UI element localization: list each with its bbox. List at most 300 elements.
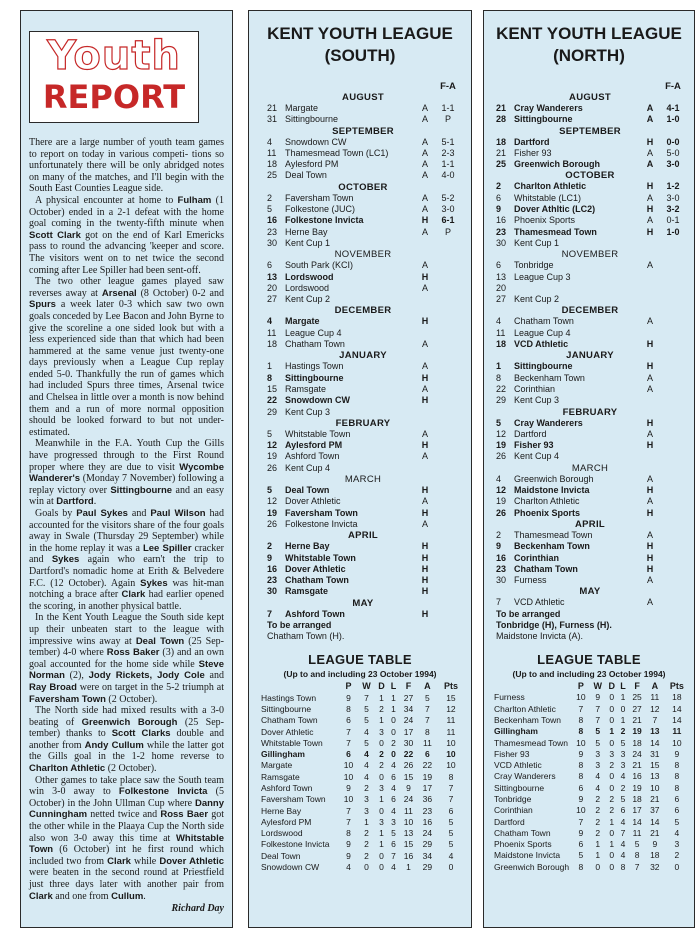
table-cell: 0 xyxy=(448,862,454,873)
fixture-result xyxy=(437,272,459,283)
table-cell: 6 xyxy=(346,715,351,726)
fixture-result: 3-0 xyxy=(441,204,455,215)
table-cell: 26 xyxy=(403,760,414,771)
fixture-venue xyxy=(638,294,662,305)
fixture-venue: H xyxy=(421,395,429,406)
fixture-result xyxy=(662,395,684,406)
table-cell: 4 xyxy=(391,760,396,771)
fixture-venue: H xyxy=(646,339,654,350)
north-table-row xyxy=(494,703,690,714)
table-cell: 27 xyxy=(403,692,414,703)
south-table-row xyxy=(261,771,465,782)
fixture-venue xyxy=(638,395,662,406)
table-team: Margate xyxy=(261,760,293,771)
fixture-result xyxy=(437,519,459,530)
table-header-cell: L xyxy=(620,681,626,692)
north-fixture-row xyxy=(496,508,684,519)
table-cell: 4 xyxy=(620,839,626,850)
table-cell: 25 xyxy=(632,692,642,703)
fixture-venue: A xyxy=(646,159,654,170)
fixture-venue: H xyxy=(421,215,429,226)
article-highlight: Andy Cullum xyxy=(84,739,144,751)
fixture-venue: A xyxy=(421,192,428,203)
table-cell: 7 xyxy=(391,850,396,861)
table-cell: 4 xyxy=(391,805,396,816)
fixture-opponent: Herne Bay xyxy=(285,541,330,552)
fixture-date: 31 xyxy=(267,114,278,125)
fixture-venue: A xyxy=(421,428,428,439)
table-cell: 2 xyxy=(379,760,384,771)
fixture-result: P xyxy=(444,226,451,237)
fixture-result xyxy=(437,586,459,597)
fixture-venue: H xyxy=(646,361,654,372)
table-cell: 4 xyxy=(595,771,601,782)
fixture-opponent: Kent Cup 3 xyxy=(285,406,331,417)
table-cell: 10 xyxy=(576,805,586,816)
table-cell: 1 xyxy=(391,692,396,703)
table-cell: 7 xyxy=(346,805,351,816)
fixture-venue: A xyxy=(646,215,653,226)
south-table-title: LEAGUE TABLE xyxy=(308,651,412,667)
fixture-result xyxy=(437,553,459,564)
north-fixture-row xyxy=(496,294,684,305)
fixture-venue: A xyxy=(421,136,428,147)
table-cell: 10 xyxy=(403,816,414,827)
table-team: Dover Athletic xyxy=(261,726,314,737)
article-highlight: Steve Norman xyxy=(29,658,224,682)
north-month-heading: APRIL xyxy=(575,518,605,530)
article-paragraph: In the Kent Youth League the South side kept up their unbeaten start to the league with impressive wins away at Deal Town (25 Sep- tember) 4-0 where Ross Baker (3) and an own goal accounted for the home side while Steve Norman (2), Jody Rickets, Jody Cole and Ray Broad were on target in the 5-2 triumph at Faversham Town (2 October). xyxy=(29,612,225,705)
fixture-result xyxy=(437,429,459,440)
fixture-opponent: Sittingbourne xyxy=(514,114,573,125)
north-fixture-row xyxy=(496,148,684,159)
fixture-venue: A xyxy=(421,518,428,529)
fixture-opponent: Hastings Town xyxy=(285,361,344,372)
report-article xyxy=(29,137,224,902)
table-cell: 11 xyxy=(632,827,642,838)
fixture-result xyxy=(437,238,459,249)
south-table-row xyxy=(261,703,465,714)
table-team: Tonbridge xyxy=(494,794,532,804)
table-cell: 7 xyxy=(364,692,369,703)
article-highlight: Sittingbourne xyxy=(110,484,173,496)
fixture-result xyxy=(662,508,684,519)
fixture-result xyxy=(437,361,459,372)
south-table-row xyxy=(261,692,465,703)
table-cell: 6 xyxy=(391,771,396,782)
south-fixture-row xyxy=(267,373,459,384)
north-table-row xyxy=(494,861,690,872)
fixture-opponent: Maidstone Invicta xyxy=(514,485,590,496)
table-cell: 5 xyxy=(634,839,640,850)
fixture-date: 7 xyxy=(496,597,502,608)
south-table-row xyxy=(261,805,465,816)
fixture-date: 30 xyxy=(496,575,507,586)
fixture-date: 9 xyxy=(496,204,502,215)
north-fixture-row xyxy=(496,328,684,339)
fixture-venue: A xyxy=(646,597,653,608)
fixture-venue: A xyxy=(421,383,428,394)
fixture-result: 2-3 xyxy=(441,147,455,158)
table-cell: 3 xyxy=(620,748,626,759)
north-fixture-row xyxy=(496,260,684,271)
table-cell: 17 xyxy=(403,726,414,737)
north-fixture-row xyxy=(496,238,684,249)
table-cell: 11 xyxy=(672,726,682,737)
table-cell: 2 xyxy=(595,794,601,804)
south-fixtures xyxy=(249,81,471,642)
table-cell: 34 xyxy=(403,703,414,714)
table-cell: 7 xyxy=(346,737,351,748)
fixture-opponent: Kent Cup 3 xyxy=(514,395,560,406)
table-cell: 32 xyxy=(650,861,660,872)
fixture-result xyxy=(662,597,684,608)
south-fixture-row xyxy=(267,272,459,283)
fixture-result xyxy=(662,373,684,384)
table-cell: 9 xyxy=(595,692,601,703)
table-cell: 2 xyxy=(379,749,384,760)
fixture-date: 23 xyxy=(496,226,507,237)
article-highlight: Wycombe Wanderer's xyxy=(29,461,224,485)
table-team: Chatham Town xyxy=(261,715,318,726)
table-cell: 6 xyxy=(346,749,351,760)
fixture-opponent: Snowdown CW xyxy=(285,136,347,147)
fixture-opponent: Kent Cup 2 xyxy=(285,294,331,305)
north-month-heading: FEBRUARY xyxy=(562,406,618,418)
fixture-result xyxy=(437,496,459,507)
fixture-date: 25 xyxy=(496,159,507,170)
table-cell: 34 xyxy=(422,850,433,861)
fixture-date: 11 xyxy=(267,147,277,158)
south-fixture-row xyxy=(267,114,459,125)
south-fixture-row xyxy=(267,496,459,507)
table-cell: 0 xyxy=(674,861,680,872)
south-title-line2: (SOUTH) xyxy=(324,46,396,65)
fixture-opponent: Lordswood xyxy=(285,282,330,293)
fixture-opponent: Snowdown CW xyxy=(285,395,350,406)
fixture-result xyxy=(437,316,459,327)
fixture-opponent xyxy=(514,283,638,294)
table-cell: 18 xyxy=(632,794,642,804)
north-tba-away: Maidstone Invicta (A). xyxy=(496,630,584,641)
table-cell: 9 xyxy=(346,839,351,850)
table-cell: 2 xyxy=(391,737,396,748)
table-cell: 7 xyxy=(578,703,584,714)
north-table-row xyxy=(494,782,690,793)
table-cell: 1 xyxy=(595,839,601,850)
fixture-result xyxy=(437,373,459,384)
article-paragraph: The North side had mixed results with a 3-0 beating of Greenwich Borough (25 Sep- tember) thanks to Scott Clarks double and another from Andy Cullum while the latter got the Gills goal in the 1-2 home reverse to Charlton Athletic (2 October). xyxy=(29,705,225,775)
fixture-date: 21 xyxy=(496,103,507,113)
table-cell: 0 xyxy=(364,862,369,873)
north-fixture-row xyxy=(496,114,684,125)
fixture-result xyxy=(662,553,684,564)
fixture-venue: A xyxy=(646,103,654,113)
north-fixture-row xyxy=(496,575,684,586)
south-fixture-row xyxy=(267,103,459,114)
table-cell: 1 xyxy=(406,862,411,873)
table-cell: 19 xyxy=(422,771,433,782)
fixture-date: 20 xyxy=(496,282,507,293)
article-highlight: Ray Broad xyxy=(29,681,77,693)
table-cell: 3 xyxy=(379,783,384,793)
table-cell: 7 xyxy=(448,794,454,805)
fixture-result xyxy=(662,339,684,350)
table-cell: 14 xyxy=(650,737,660,748)
north-fixture-list xyxy=(496,92,684,609)
table-cell: 11 xyxy=(423,737,432,748)
article-highlight: Scott Clark xyxy=(29,229,81,241)
fixture-opponent: Corinthian xyxy=(514,552,559,563)
north-table-row xyxy=(494,850,690,861)
table-cell: 5 xyxy=(425,692,430,703)
table-header-cell: A xyxy=(651,681,659,692)
table-team: Dartford xyxy=(494,816,525,827)
table-team: Faversham Town xyxy=(261,794,326,805)
south-fixture-row xyxy=(267,260,459,271)
table-cell: 23 xyxy=(422,805,433,816)
fixture-result xyxy=(662,429,684,440)
table-cell: 7 xyxy=(578,816,584,827)
table-cell: 5 xyxy=(674,816,680,827)
masthead-youth: Youth xyxy=(47,33,181,79)
fixture-date: 23 xyxy=(267,575,278,586)
fixture-date: 26 xyxy=(267,462,278,473)
fixture-venue: A xyxy=(421,103,428,113)
table-cell: 7 xyxy=(448,783,454,793)
fixture-venue: A xyxy=(646,114,654,125)
fixture-venue: H xyxy=(646,563,654,574)
table-cell: 2 xyxy=(674,850,680,861)
table-cell: 0 xyxy=(609,782,615,793)
table-cell: 10 xyxy=(446,760,456,771)
table-cell: 0 xyxy=(609,692,615,703)
north-month-heading: MAY xyxy=(579,586,601,598)
fixture-opponent: Ramsgate xyxy=(285,383,327,394)
table-header-team xyxy=(261,681,339,692)
table-header-cell: F xyxy=(634,681,640,692)
table-team: Gillingham xyxy=(261,749,305,760)
north-table-row xyxy=(494,714,690,725)
north-fixture-row xyxy=(496,496,684,507)
north-table-row xyxy=(494,805,690,816)
fixture-venue: A xyxy=(646,192,653,203)
table-cell: 9 xyxy=(578,827,584,838)
table-team: Beckenham Town xyxy=(494,714,561,725)
table-cell: 6 xyxy=(448,805,454,816)
south-fixture-row xyxy=(267,586,459,597)
fixture-result xyxy=(662,485,684,496)
article-highlight: Ross Baer xyxy=(160,809,209,821)
fixture-date: 13 xyxy=(496,271,507,282)
fixture-opponent: Chatham Town xyxy=(514,563,578,574)
table-cell: 1 xyxy=(620,692,626,703)
table-cell: 5 xyxy=(595,737,601,748)
north-fixture-row xyxy=(496,541,684,552)
fixture-date: 12 xyxy=(267,496,278,507)
table-team: Lordswood xyxy=(261,828,303,839)
south-table-row xyxy=(261,839,465,850)
fixture-result xyxy=(437,485,459,496)
table-team: Phoenix Sports xyxy=(494,839,552,850)
table-header-cell: F xyxy=(405,681,412,692)
fixture-opponent: Charlton Athletic xyxy=(514,496,580,507)
table-header-cell: A xyxy=(424,681,431,692)
fixture-date: 16 xyxy=(496,552,507,563)
fixture-result xyxy=(437,328,459,339)
north-fixture-row xyxy=(496,564,684,575)
fixture-venue: H xyxy=(421,271,429,282)
fixture-opponent: Phoenix Sports xyxy=(514,215,576,226)
north-fixture-row xyxy=(496,283,684,294)
fixture-result: 6-1 xyxy=(441,215,455,226)
south-fixture-row xyxy=(267,215,459,226)
fixture-opponent: Aylesford PM xyxy=(285,159,339,170)
fixture-date: 2 xyxy=(267,541,273,552)
fixture-opponent: Herne Bay xyxy=(285,226,328,237)
south-fixture-row xyxy=(267,193,459,204)
fixture-venue: A xyxy=(421,159,428,170)
table-cell: 14 xyxy=(650,816,660,827)
fixture-date: 2 xyxy=(496,181,502,192)
south-fixture-row xyxy=(267,339,459,350)
fixture-result xyxy=(437,294,459,305)
table-cell: 4 xyxy=(620,771,626,782)
table-cell: 8 xyxy=(620,861,626,872)
fixture-result xyxy=(662,451,684,462)
table-cell: 30 xyxy=(403,737,414,748)
north-fixture-row xyxy=(496,204,684,215)
table-cell: 2 xyxy=(595,805,601,816)
table-cell: 6 xyxy=(425,749,430,760)
table-cell: 8 xyxy=(346,703,351,714)
table-cell: 4 xyxy=(364,760,369,771)
table-cell: 1 xyxy=(379,692,384,703)
fixture-date: 20 xyxy=(267,282,278,293)
south-month-heading: APRIL xyxy=(348,530,378,542)
article-highlight: Danny Cunningham xyxy=(29,797,224,821)
table-cell: 10 xyxy=(672,737,682,748)
table-cell: 21 xyxy=(632,714,642,725)
south-league-table xyxy=(261,681,465,873)
fixture-opponent: Kent Cup 1 xyxy=(514,237,560,248)
fixture-venue: H xyxy=(646,440,654,451)
fixture-venue: H xyxy=(646,417,654,428)
south-table-row xyxy=(261,816,465,827)
fixture-result: 3-0 xyxy=(666,159,680,170)
fixture-opponent: Greenwich Borough xyxy=(514,473,594,484)
north-table-row xyxy=(494,793,690,804)
article-highlight: Whitstable Town xyxy=(29,832,224,856)
table-cell: 24 xyxy=(403,794,414,805)
table-cell: 6 xyxy=(391,794,396,805)
fixture-date: 12 xyxy=(496,428,507,439)
fixture-opponent: Corinthian xyxy=(514,383,556,394)
table-cell: 4 xyxy=(346,862,351,873)
fixture-date: 21 xyxy=(267,103,278,113)
table-cell: 14 xyxy=(672,714,682,725)
table-cell: 5 xyxy=(448,839,454,850)
table-cell: 9 xyxy=(674,748,680,759)
table-cell: 36 xyxy=(422,794,433,805)
fixture-result: 1-2 xyxy=(666,181,680,192)
fixture-result: 1-0 xyxy=(666,226,680,237)
table-cell: 1 xyxy=(379,828,384,839)
south-fixture-row xyxy=(267,429,459,440)
table-cell: 4 xyxy=(391,862,396,873)
south-fixture-row xyxy=(267,553,459,564)
table-cell: 16 xyxy=(403,850,414,861)
table-cell: 7 xyxy=(346,816,351,827)
south-fixtures-header xyxy=(267,81,459,92)
north-table-row xyxy=(494,839,690,850)
table-cell: 8 xyxy=(578,861,584,872)
fixture-opponent: Dartford xyxy=(514,428,547,439)
table-cell: 1 xyxy=(379,715,384,726)
fixture-venue: A xyxy=(421,226,428,237)
fixture-venue: A xyxy=(646,260,653,271)
table-cell: 10 xyxy=(343,760,354,771)
north-table-row xyxy=(494,759,690,770)
fixture-date: 5 xyxy=(496,417,502,428)
fixture-opponent: Furness xyxy=(514,575,547,586)
fixture-result: 0-0 xyxy=(666,136,680,147)
fixture-date: 7 xyxy=(267,608,273,619)
south-fixture-row xyxy=(267,384,459,395)
fixture-date: 16 xyxy=(496,215,507,226)
table-cell: 2 xyxy=(364,783,369,793)
fixture-opponent: Dover Athletic xyxy=(285,496,341,507)
fixture-venue: H xyxy=(421,575,429,586)
table-cell: 6 xyxy=(578,839,584,850)
fixture-venue: H xyxy=(646,136,654,147)
fixture-venue: H xyxy=(646,226,654,237)
south-table-row xyxy=(261,726,465,737)
south-table-header xyxy=(261,681,465,692)
article-paragraph: A physical encounter at home to Fulham (1 October) ended in a 2-1 defeat with the home goal coming in the twenty-fifth minute when Scott Clark got on the end of Karl Emericks pass to round the advancing 'keeper and score. The visitors went on to net twice the second coming after Lee Spiller had been sent-off. xyxy=(29,194,225,276)
fixture-date: 21 xyxy=(496,147,507,158)
north-league-panel xyxy=(483,10,695,928)
fixture-date: 2 xyxy=(496,529,502,540)
fixture-venue xyxy=(638,283,662,294)
north-table-title: LEAGUE TABLE xyxy=(537,651,641,667)
table-cell: 11 xyxy=(446,726,456,737)
table-cell: 8 xyxy=(578,760,584,771)
table-cell: 11 xyxy=(650,692,660,703)
table-cell: 2 xyxy=(364,828,369,839)
table-cell: 17 xyxy=(632,805,642,816)
table-cell: 4 xyxy=(620,850,626,861)
south-fixture-row xyxy=(267,541,459,552)
table-cell: 12 xyxy=(446,703,456,714)
table-cell: 0 xyxy=(609,703,615,714)
fixture-result xyxy=(662,294,684,305)
north-fixture-row xyxy=(496,440,684,451)
table-cell: 21 xyxy=(632,760,642,771)
table-cell: 0 xyxy=(379,771,384,782)
table-team: Corinthian xyxy=(494,805,533,816)
fixture-venue: H xyxy=(646,181,654,192)
fixture-venue: H xyxy=(646,204,654,215)
south-fixture-list xyxy=(267,92,459,620)
table-cell: 1 xyxy=(609,839,615,850)
fixture-result: 1-1 xyxy=(441,159,455,170)
table-cell: 10 xyxy=(576,692,586,703)
fixture-date: 9 xyxy=(496,541,502,552)
north-fixture-row xyxy=(496,384,684,395)
north-table-row xyxy=(494,737,690,748)
table-cell: 3 xyxy=(391,816,396,827)
